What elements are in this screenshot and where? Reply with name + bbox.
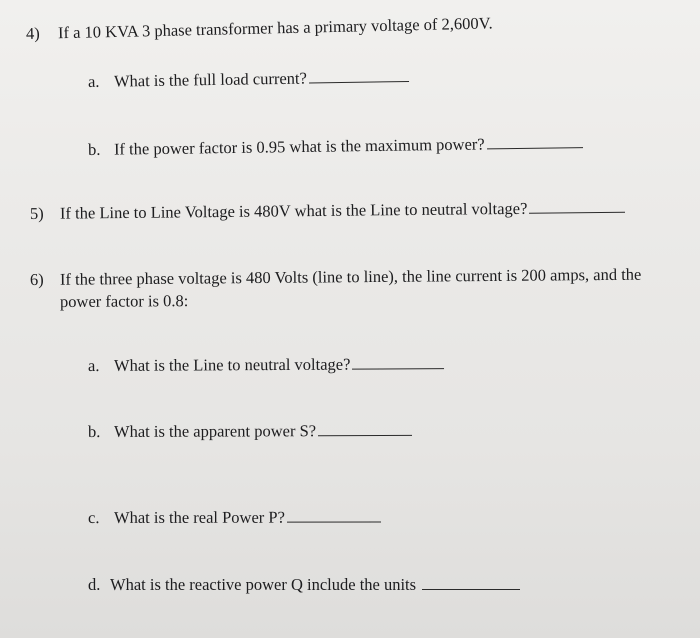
sub-question-text: What is the Line to neutral voltage?: [113, 354, 351, 375]
question-6c: [88, 507, 381, 528]
sub-question-label: d.: [88, 575, 101, 594]
sub-question-text: If the power factor is 0.95 what is the maximum power?: [113, 134, 485, 159]
answer-blank[interactable]: [309, 69, 409, 84]
sub-question-label: b.: [87, 139, 101, 159]
answer-blank[interactable]: [318, 423, 412, 436]
question-6b: [88, 421, 412, 442]
question-5: [30, 198, 626, 224]
answer-blank[interactable]: [352, 356, 444, 369]
answer-blank[interactable]: [487, 135, 583, 149]
question-4a: [88, 67, 409, 92]
question-text: If the three phase voltage is 480 Volts (line to line), the line current is 200 amps, and the: [59, 264, 642, 289]
question-number: 6): [29, 269, 44, 289]
sub-question-text: What is the apparent power S?: [113, 421, 317, 441]
question-text: If a 10 KVA 3 phase transformer has a primary voltage of 2,600V.: [57, 13, 493, 43]
question-6-line-2: [60, 291, 188, 312]
sub-question-text: What is the reactive power Q include the units: [110, 575, 417, 594]
answer-blank[interactable]: [287, 509, 381, 522]
question-text: If the Line to Line Voltage is 480V what is the Line to neutral voltage?: [59, 198, 528, 223]
question-number: 4): [25, 23, 40, 43]
answer-blank[interactable]: [529, 200, 625, 214]
question-4b: [88, 133, 583, 160]
sub-question-text: What is the full load current?: [113, 68, 308, 91]
sub-question-label: c.: [87, 507, 100, 527]
sub-question-text: What is the real Power P?: [113, 507, 285, 527]
question-6-line-1: [30, 265, 641, 290]
question-number: 5): [29, 203, 44, 223]
sub-question-label: b.: [87, 421, 101, 441]
question-6a: [88, 354, 445, 376]
answer-blank[interactable]: [422, 577, 520, 590]
question-4: [26, 13, 493, 44]
sub-question-label: a.: [87, 71, 100, 91]
question-text-continued: power factor is 0.8:: [59, 291, 189, 311]
question-6d: [88, 575, 520, 595]
sub-question-label: a.: [87, 355, 100, 375]
